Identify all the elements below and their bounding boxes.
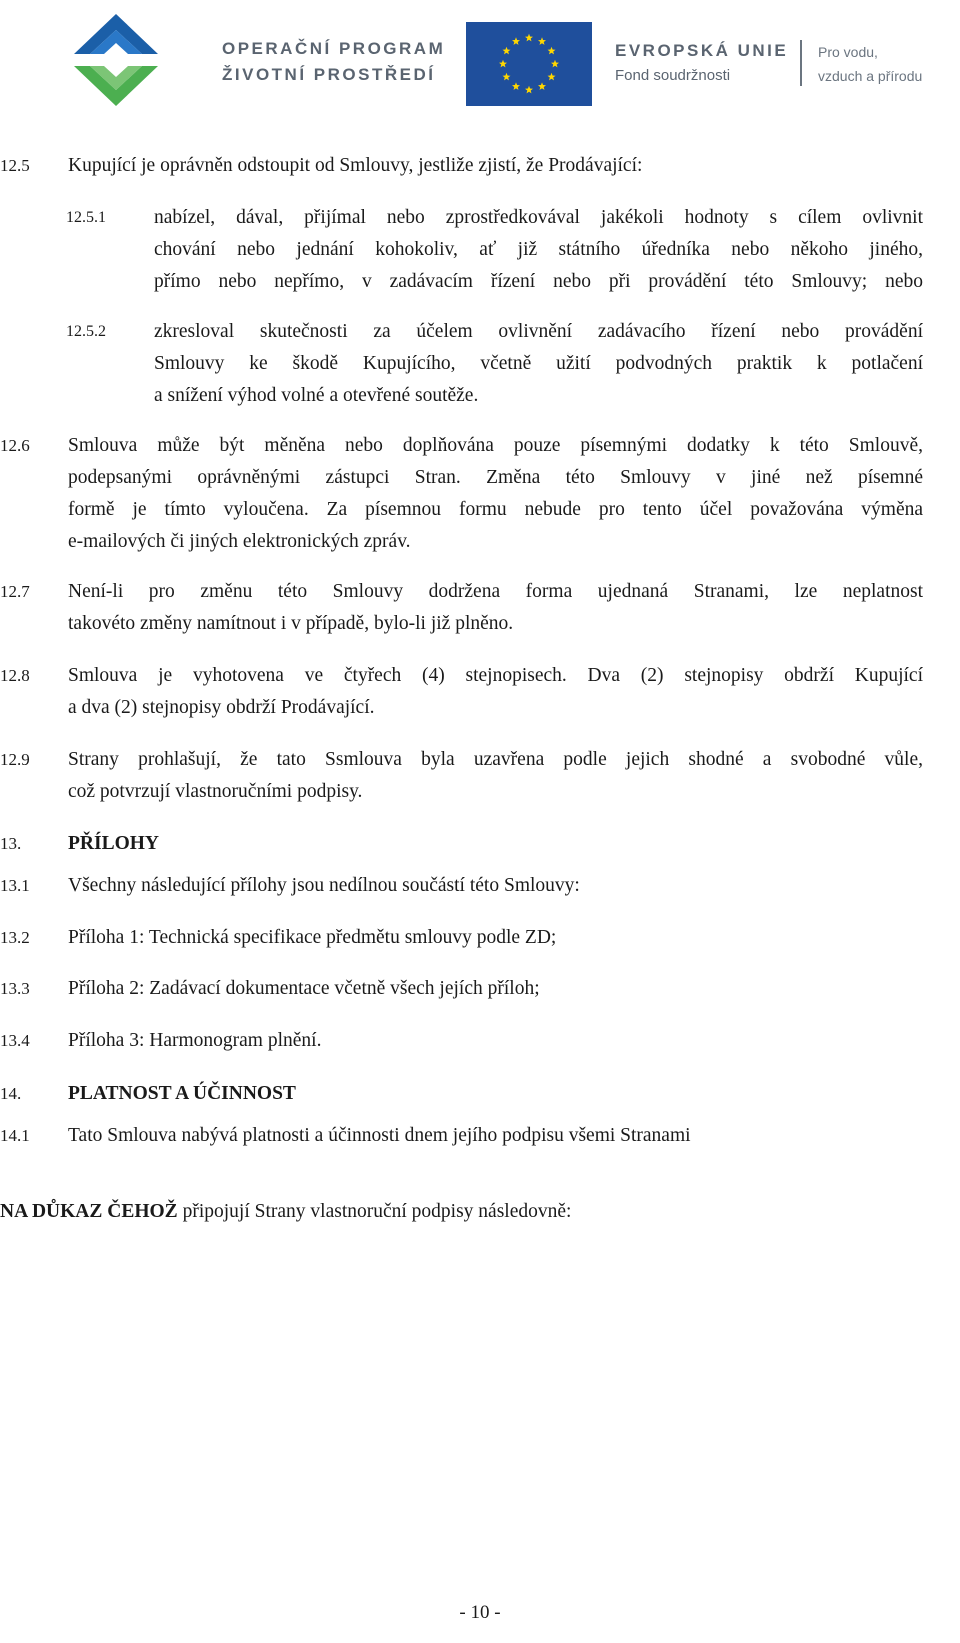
op-line-2: ŽIVOTNÍ PROSTŘEDÍ — [222, 65, 436, 84]
section-line: a snížení výhod volné a otevřené soutěže. — [154, 385, 479, 406]
section-number: 12.7 — [0, 582, 30, 601]
slogan-line-1: Pro vodu, — [818, 44, 878, 60]
section-text: Příloha 2: Zadávací dokumentace včetně všech jejích příloh; — [68, 978, 540, 999]
section-number: 13.4 — [0, 1031, 30, 1050]
section-line: takovéto změny namítnout i v případě, bylo-li již plněno. — [68, 613, 514, 634]
section-line: podepsanými oprávněnými zástupci Stran. Změna této Smlouvy v jiné než písemné — [68, 467, 923, 488]
header-divider — [800, 40, 802, 86]
closing-rest: připojují Strany vlastnoruční podpisy následovně: — [177, 1201, 572, 1222]
section-line: zkresloval skutečnosti za účelem ovlivnění zadávacího řízení nebo provádění — [154, 321, 923, 342]
section-number: 12.8 — [0, 666, 30, 685]
section-line: nabízel, dával, přijímal nebo zprostředkovával jakékoli hodnoty s cílem ovlivnit — [154, 207, 923, 228]
section-line: chování nebo jednání kohokoliv, ať již státního úředníka nebo někoho jiného, — [154, 239, 923, 260]
eu-flag-icon — [466, 22, 592, 106]
section-number: 13.1 — [0, 876, 30, 895]
section-line: formě je tímto vyloučena. Za písemnou formu nebude pro tento účel považována výměna — [68, 499, 923, 520]
closing-statement — [0, 1196, 571, 1228]
page-header — [0, 0, 960, 120]
section-number: 12.9 — [0, 750, 30, 769]
section-line: Smlouva je vyhotovena ve čtyřech (4) stejnopisech. Dva (2) stejnopisy obdrží Kupující — [68, 665, 923, 686]
section-text: Kupující je oprávněn odstoupit od Smlouvy, jestliže zjistí, že Prodávající: — [68, 155, 643, 176]
section-line: e-mailových či jiných elektronických zpráv. — [68, 531, 411, 552]
section-line: což potvrzují vlastnoručními podpisy. — [68, 781, 363, 802]
slogan-line-2: vzduch a přírodu — [818, 68, 923, 84]
page-number: - 10 - — [459, 1602, 501, 1623]
eu-text — [615, 38, 788, 88]
op-line-1: OPERAČNÍ PROGRAM — [222, 39, 446, 58]
section-number: 14.1 — [0, 1126, 30, 1145]
section-heading: PŘÍLOHY — [68, 833, 160, 854]
eu-title: EVROPSKÁ UNIE — [615, 41, 789, 60]
section-number: 12.6 — [0, 436, 30, 455]
section-number: 13.3 — [0, 979, 30, 998]
section-line: a dva (2) stejnopisy obdrží Prodávající. — [68, 697, 375, 718]
section-text: Tato Smlouva nabývá platnosti a účinnosti dnem jejího podpisu všemi Stranami — [68, 1125, 691, 1146]
section-text: Všechny následující přílohy jsou nedílnou součástí této Smlouvy: — [68, 875, 580, 896]
operacni-program-logo-icon — [66, 10, 166, 110]
section-number: 12.5.1 — [66, 209, 106, 226]
eu-subtitle: Fond soudržnosti — [615, 67, 731, 84]
section-text: Příloha 3: Harmonogram plnění. — [68, 1030, 322, 1051]
section-line: Smlouva může být měněna nebo doplňována pouze písemnými dodatky k této Smlouvě, — [68, 435, 923, 456]
section-line: Strany prohlašují, že tato Ssmlouva byla uzavřena podle jejich shodné a svobodné vůle, — [68, 749, 923, 770]
section-line: Není-li pro změnu této Smlouvy dodržena forma ujednaná Stranami, lze neplatnost — [68, 581, 923, 602]
section-number: 12.5 — [0, 156, 30, 175]
section-number: 14. — [0, 1084, 22, 1103]
section-number: 13. — [0, 834, 22, 853]
section-heading: PLATNOST A ÚČINNOST — [68, 1083, 296, 1104]
operacni-program-text — [222, 36, 445, 88]
slogan — [818, 40, 922, 88]
section-number: 12.5.2 — [66, 323, 106, 340]
section-number: 13.2 — [0, 928, 30, 947]
section-line: přímo nebo nepřímo, v zadávacím řízení nebo při provádění této Smlouvy; nebo — [154, 271, 923, 292]
section-line: Smlouvy ke škodě Kupujícího, včetně užití podvodných praktik k potlačení — [154, 353, 923, 374]
section-text: Příloha 1: Technická specifikace předmětu smlouvy podle ZD; — [68, 927, 557, 948]
closing-bold: NA DŮKAZ ČEHOŽ — [0, 1201, 178, 1222]
